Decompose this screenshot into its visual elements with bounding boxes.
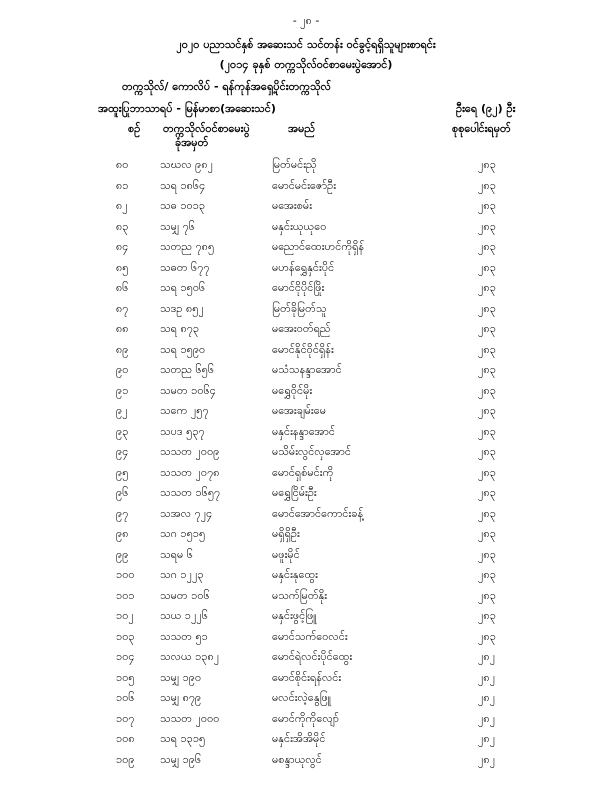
roll-number: သမျှ ၁၉၀ <box>160 670 202 684</box>
student-count: ဦးရေ (၉၂) ဦး <box>456 102 516 115</box>
student-name: မသက်မြတ်နိုး <box>272 588 327 602</box>
roll-number: သယ ၁၂၂၆ <box>160 609 208 622</box>
student-name: မောင်စိုင်းရန်လင်း <box>272 670 342 684</box>
row-number: ၈၂ <box>116 199 128 212</box>
roll-number: သကေ ၂၅၇ <box>160 404 209 417</box>
major-label: အထူးပြုဘာသာရပ် - မြန်မာစာ(အဆေးသင်) <box>98 102 276 115</box>
roll-number: သတည ၇၈၅ <box>160 240 215 253</box>
row-number: ၈၇ <box>116 301 129 315</box>
table-row <box>0 753 612 774</box>
total-score: ၂၈၃ <box>478 342 496 356</box>
total-score: ၂၈၃ <box>478 424 496 438</box>
total-score: ၂၈၃ <box>478 363 496 376</box>
student-name: မောင်ရဲလင်းပိုင်ထွေး <box>272 650 353 663</box>
student-name: မရွှေဝိုင်မိုး <box>272 383 313 397</box>
row-number: ၈၄ <box>116 240 129 253</box>
table-row <box>0 425 612 446</box>
row-number: ၁၀၈ <box>116 732 135 745</box>
row-number: ၁၀၆ <box>116 691 135 704</box>
roll-number: သရ ၁၅၉၀ <box>160 342 206 356</box>
row-number: ၈၉ <box>116 342 129 356</box>
table-row <box>0 404 612 425</box>
table-row <box>0 527 612 548</box>
row-number: ၁၀၂ <box>116 609 134 622</box>
student-name: မနှင်းနုထွေး <box>272 568 318 581</box>
student-name: မြတ်ခိုမြတ်သူ <box>272 301 327 315</box>
row-number: ၉၂ <box>116 404 128 417</box>
total-score: ၂၈၃ <box>478 199 496 212</box>
roll-number: သပဒ ၅၃၇ <box>160 424 205 438</box>
roll-number: သမတ ၁၀၆ <box>160 588 210 602</box>
table-row <box>0 630 612 651</box>
document-title: ၂၀၂၀ ပညာသင်နှစ် အဆေးသင် သင်တန်း ဝင်ခွင့်ရရှိသူများစာရင်း <box>176 38 436 51</box>
student-name: မနှင်းယုယုဝေ <box>272 219 327 233</box>
row-number: ၉၆ <box>116 486 129 499</box>
total-score: ၂၈၃ <box>478 404 496 417</box>
page-number: - ၂၈ - <box>292 14 320 27</box>
student-name: မနှင်းဖွင့်ဖြူ <box>272 609 317 622</box>
student-name: မဖူးမိုင် <box>272 547 300 561</box>
table-row <box>0 589 612 610</box>
roll-number: သသတ ၂၀၀၀ <box>160 711 220 725</box>
total-score: ၂၈၂ <box>478 650 496 663</box>
roll-number: သဂ ၁၅၁၅ <box>160 527 206 540</box>
total-score: ၂၈၃ <box>478 260 496 274</box>
total-score: ၂၈၃ <box>478 568 496 581</box>
table-row <box>0 384 612 405</box>
student-name: မသိမ်းလွင်လှအောင် <box>272 445 351 458</box>
total-score: ၂၈၃ <box>478 158 496 171</box>
document-subtitle: (၂၀၁၄ ခုနှစ် တက္ကသိုလ်ဝင်စာမေးပွဲအောင်) <box>219 58 393 71</box>
total-score: ၂၈၃ <box>478 506 496 520</box>
row-number: ၈၆ <box>116 281 129 294</box>
student-name: မစန္ဒာယုလွင် <box>272 752 322 766</box>
total-score: ၂၈၂ <box>478 752 496 766</box>
row-number: ၈၃ <box>116 219 129 233</box>
roll-number: သသတ ၁၆၅၇ <box>160 486 221 499</box>
table-row <box>0 712 612 733</box>
row-number: ၁၀၀ <box>116 568 135 581</box>
student-name: မောင်မင်းဇော်ဦး <box>272 178 336 192</box>
total-score: ၂၈၃ <box>478 588 496 602</box>
row-number: ၈၁ <box>116 178 129 192</box>
roll-number: သရ ၁၅၀၆ <box>160 281 206 294</box>
total-score: ၂၈၃ <box>478 445 496 458</box>
table-row <box>0 199 612 220</box>
total-score: ၂၈၃ <box>478 301 496 315</box>
roll-number: သမျှ ၇၆ <box>160 219 195 233</box>
total-score: ၂၈၂ <box>478 691 496 704</box>
table-row <box>0 466 612 487</box>
student-name: မောင်နိုင်ဝိုင်ရှိန်း <box>272 342 334 356</box>
roll-number: သရမ ၆ <box>160 547 193 561</box>
student-name: မဟန်ရွှေနှင်းပိုင် <box>272 260 335 274</box>
student-name: မလင်းလဲ့နွေဖြူ <box>272 691 331 704</box>
roll-number: သအလ ၇၂၄ <box>160 506 213 520</box>
student-name: မရွှေငြိမ်းဦး <box>272 486 317 499</box>
roll-number: သသတ ၂၀၀၉ <box>160 445 220 458</box>
table-row <box>0 240 612 261</box>
column-header-name: အမည် <box>288 122 316 135</box>
row-number: ၉၀ <box>116 363 129 376</box>
table-row <box>0 322 612 343</box>
table-row <box>0 281 612 302</box>
total-score: ၂၈၃ <box>478 486 496 499</box>
row-number: ၉၅ <box>116 465 129 479</box>
row-number: ၉၇ <box>116 506 129 520</box>
table-row <box>0 302 612 323</box>
roll-number: သရ ၁၈၆၄ <box>160 178 206 192</box>
total-score: ၂၈၃ <box>478 465 496 479</box>
student-name: မသံသနန္ဒာအောင် <box>272 363 342 376</box>
student-name: မအေးဝတ်ရည် <box>272 322 331 335</box>
table-row <box>0 445 612 466</box>
total-score: ၂၈၃ <box>478 629 496 643</box>
table-row <box>0 568 612 589</box>
column-header-score: စုစုပေါင်းရမှတ် <box>452 122 511 135</box>
student-name: မညောင်ထေးဟင်ကိုရှိန် <box>272 240 365 253</box>
column-header-number: စဉ် <box>128 122 141 135</box>
table-row <box>0 158 612 179</box>
roll-number: သသတ ၅၁ <box>160 629 208 643</box>
row-number: ၉၈ <box>116 527 129 540</box>
roll-number: သမျှ ၁၉၆ <box>160 752 202 766</box>
row-number: ၁၀၇ <box>116 711 135 725</box>
total-score: ၂၈၃ <box>478 281 496 294</box>
total-score: ၂၈၃ <box>478 240 496 253</box>
student-name: မြတ်မင်းညို <box>272 158 317 171</box>
student-name: မောင်ငိုပိုင်ဖြိုး <box>272 281 325 294</box>
university-label: တက္ကသိုလ်/ ကောလိပ် - ရန်ကုန်အရှေ့ပိုင်းတက္ကသိုလ် <box>122 80 331 93</box>
student-name: မောင်သက်ဝေလင်း <box>272 629 348 643</box>
table-row <box>0 671 612 692</box>
student-name: မနှင်းအိအိမိုင် <box>272 732 326 745</box>
roll-number: သဓတ ၆၇၇ <box>160 260 210 274</box>
roll-number: သလယ ၁၃၈၂ <box>160 650 220 663</box>
roll-number: သဃလ ၉၈၂ <box>160 158 214 171</box>
table-row <box>0 486 612 507</box>
roll-number: သဓ ၁၀၁၃ <box>160 199 206 212</box>
roll-number: သရ ၁၃၁၅ <box>160 732 206 745</box>
student-name: မအေးချမ်းမေ <box>272 404 326 417</box>
table-row <box>0 732 612 753</box>
table-row <box>0 609 612 630</box>
total-score: ၂၈၂ <box>478 732 496 745</box>
table-row <box>0 179 612 200</box>
column-header-roll: ခုံအမှတ် <box>175 136 209 149</box>
row-number: ၁၀၃ <box>116 629 135 643</box>
student-name: မောင်အောင်ကောင်းခန့် <box>272 506 364 520</box>
row-number: ၈၅ <box>116 260 129 274</box>
student-name: မရှိရှိဦး <box>272 527 300 540</box>
roll-number: သဂ ၁၂၂၃ <box>160 568 204 581</box>
roll-number: သဒဥ ၈၅၂ <box>160 301 204 315</box>
total-score: ၂၈၃ <box>478 527 496 540</box>
roll-number: သမျှ ၈၇၉ <box>160 691 202 704</box>
total-score: ၂၈၃ <box>478 547 496 561</box>
row-number: ၁၀၅ <box>116 670 135 684</box>
table-row <box>0 220 612 241</box>
total-score: ၂၈၃ <box>478 609 496 622</box>
row-number: ၈၀ <box>116 158 129 171</box>
row-number: ၉၄ <box>116 445 129 458</box>
table-row <box>0 548 612 569</box>
row-number: ၁၀၁ <box>116 588 135 602</box>
total-score: ၂၈၃ <box>478 219 496 233</box>
row-number: ၁၀၉ <box>116 752 135 766</box>
student-name: မောင်ရှစ်မင်းကို <box>272 465 334 479</box>
column-header-exam: တက္ကသိုလ်ဝင်စာမေးပွဲ <box>163 122 250 135</box>
roll-number: သရ ၈၇၃ <box>160 322 200 335</box>
results-table <box>0 158 612 773</box>
total-score: ၂၈၃ <box>478 322 496 335</box>
table-row <box>0 343 612 364</box>
total-score: ၂၈၂ <box>478 670 496 684</box>
row-number: ၉၃ <box>116 424 129 438</box>
table-row <box>0 691 612 712</box>
table-row <box>0 261 612 282</box>
total-score: ၂၈၃ <box>478 178 496 192</box>
roll-number: သသတ ၂၀၇၈ <box>160 465 220 479</box>
total-score: ၂၈၃ <box>478 383 496 397</box>
student-name: မနှင်းနန္ဒာအောင် <box>272 424 336 438</box>
student-name: မောင်ကိုကိုလျော် <box>272 711 339 725</box>
row-number: ၉၉ <box>116 547 129 561</box>
table-row <box>0 650 612 671</box>
roll-number: သတည ၆၅၆ <box>160 363 215 376</box>
row-number: ၉၁ <box>116 383 129 397</box>
roll-number: သမတ ၁၀၆၄ <box>160 383 216 397</box>
table-row <box>0 363 612 384</box>
table-row <box>0 507 612 528</box>
total-score: ၂၈၂ <box>478 711 496 725</box>
row-number: ၁၀၄ <box>116 650 135 663</box>
student-name: မအေးစမ်း <box>272 199 312 212</box>
row-number: ၈၈ <box>116 322 129 335</box>
